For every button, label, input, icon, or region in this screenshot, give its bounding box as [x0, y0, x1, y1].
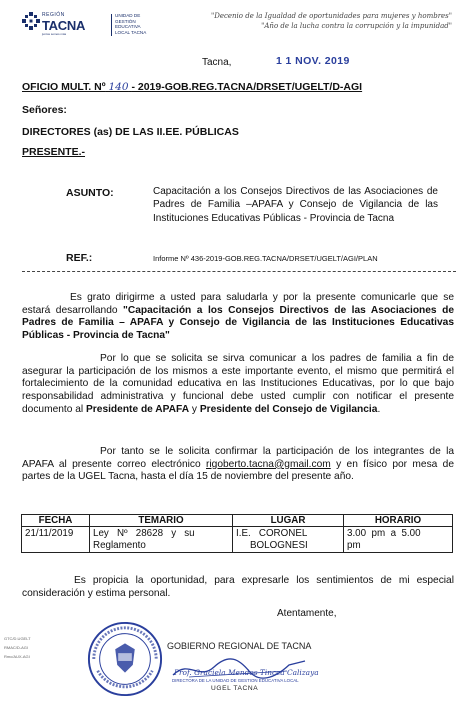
p3-email-link[interactable]: rigoberto.tacna@gmail.com — [206, 458, 331, 470]
cell-lugar-line-1: I.E. CORONEL — [236, 528, 308, 539]
presente: PRESENTE.- — [22, 146, 86, 158]
cell-lugar — [233, 527, 344, 553]
cell-lugar-line-2: BOLOGNESI — [250, 539, 308, 551]
signature-institution: GOBIERNO REGIONAL DE TACNA — [167, 641, 312, 651]
motto-line-1: "Decenio de la Igualdad de oportunidades para mujeres y hombres" — [211, 12, 452, 20]
p2-end: . — [377, 403, 381, 415]
logo-unit-line: GESTIÓN — [115, 18, 136, 24]
body-paragraph-1 — [22, 292, 454, 343]
asunto-text: Capacitación a los Consejos Directivos de las Asociaciones de Padres de Familia –APAFA y Consejo de Vigilancia de las Instituciones Educativas Públicas - Provincia de Tacna — [153, 186, 438, 224]
cell-temario-line-2: Reglamento — [93, 539, 146, 551]
col-header-horario: HORARIO — [344, 515, 453, 527]
closing-paragraph: Es propicia la oportunidad, para expresarle los sentimientos de mi especial consideración y estima personal. — [22, 575, 454, 599]
schedule-table — [21, 514, 453, 553]
footnote-initials — [4, 634, 31, 661]
asunto-label: ASUNTO: — [66, 187, 114, 199]
signer-name: Prof. Graciela Mendes Tincca Calizaya — [174, 668, 319, 677]
signature-block — [74, 612, 344, 701]
region-tacna-emblem-icon — [22, 12, 40, 30]
p2-mid: y — [191, 403, 197, 415]
p2-text: Por lo que se solicita se sirva comunicar a los padres de familia a fin de asegurar la participación de los mismos a este importante evento, el mismo que permitirá el fortalecimiento de la comunidad educativa en las Instituciones Educativas, por lo que bajo responsabilidad administrativa y funcional debe usted cumplir con notificar el presente documento al — [22, 353, 454, 415]
col-header-fecha: FECHA — [22, 515, 90, 527]
p2-bold-apafa: Presidente de APAFA — [86, 403, 190, 415]
logo-unit-line: EDUCATIVA — [115, 24, 141, 30]
col-header-temario: TEMARIO — [90, 515, 233, 527]
cell-horario-line-1: 3.00 pm a 5.00 — [347, 528, 421, 539]
footnote-line: RMAC/D-AGI — [4, 645, 28, 650]
official-seal-stamp — [86, 620, 164, 698]
cell-horario — [344, 527, 453, 553]
header-motto — [202, 12, 452, 31]
oficio-prefix: OFICIO MULT. Nº — [22, 81, 106, 93]
addressee: DIRECTORES (as) DE LAS II.EE. PÚBLICAS — [22, 126, 239, 138]
ref-text: Informe Nº 436-2019-GOB.REG.TACNA/DRSET/UGELT/AGI/PLAN — [153, 254, 378, 263]
p1-text: Es grato dirigirme a usted para saludarla y por la presente comunicarle que se estará desarrollando — [22, 292, 454, 316]
logo-region-text: REGIÓN — [42, 12, 65, 18]
motto-line-2: "Año de la lucha contra la corrupción y la impunidad" — [261, 21, 452, 30]
oficio-suffix: - 2019-GOB.REG.TACNA/DRSET/UGELT/D-AGI — [131, 81, 363, 93]
cell-temario — [90, 527, 233, 553]
date-city: Tacna, — [202, 57, 232, 68]
p2-bold-consejo: Presidente del Consejo de Vigilancia — [199, 403, 378, 415]
signer-ugel: UGEL TACNA — [211, 685, 259, 692]
body-paragraph-3 — [22, 446, 454, 484]
table-row — [22, 527, 453, 553]
salutation: Señores: — [22, 104, 67, 116]
p3-text-b: y en físico por mesa de partes de la UGEL Tacna, hasta el día 15 de noviembre del presente año. — [22, 458, 455, 483]
separator-dashed — [22, 271, 456, 272]
logo-unit-text — [115, 13, 146, 35]
sign-off: Atentamente, — [277, 608, 337, 619]
cell-fecha: 21/11/2019 — [22, 527, 90, 553]
footnote-line: GTC/D.UGELT — [4, 636, 31, 641]
logo-name-text: TACNA — [42, 18, 86, 33]
logo-divider — [111, 14, 112, 36]
oficio-number: 140 — [108, 81, 129, 93]
ugel-logo — [22, 12, 167, 38]
cell-temario-line-1: Ley Nº 28628 y su — [93, 528, 195, 539]
p3-text-a: Por tanto se le solicita confirmar la participación de los integrantes de la APAFA al presente correo electrónico — [22, 446, 454, 470]
body-paragraph-2 — [22, 353, 454, 417]
oficio-reference — [22, 81, 362, 93]
logo-unit-line: UNIDAD DE — [115, 13, 141, 18]
logo-unit-line: LOCAL TACNA — [115, 29, 147, 35]
signer-title: DIRECTORA DE LA UNIDAD DE GESTION EDUCATIVA LOCAL — [172, 678, 299, 683]
p1-bold-event: "Capacitación a los Consejos Directivos de las Asociaciones de Padres de Familia – APAFA y Consejo de Vigilancia de las Instituciones Educativas Públicas - Provincia de Tacna" — [22, 304, 454, 342]
cell-horario-line-2: pm — [347, 539, 361, 551]
col-header-lugar: LUGAR — [233, 515, 344, 527]
table-header-row — [22, 515, 453, 527]
footnote-line: Rmc/AUX-AGI — [4, 654, 30, 659]
ref-label: REF.: — [66, 252, 93, 264]
date-stamp: 1 1 NOV. 2019 — [276, 55, 350, 67]
logo-tagline-text: juntos somos más — [42, 32, 67, 36]
